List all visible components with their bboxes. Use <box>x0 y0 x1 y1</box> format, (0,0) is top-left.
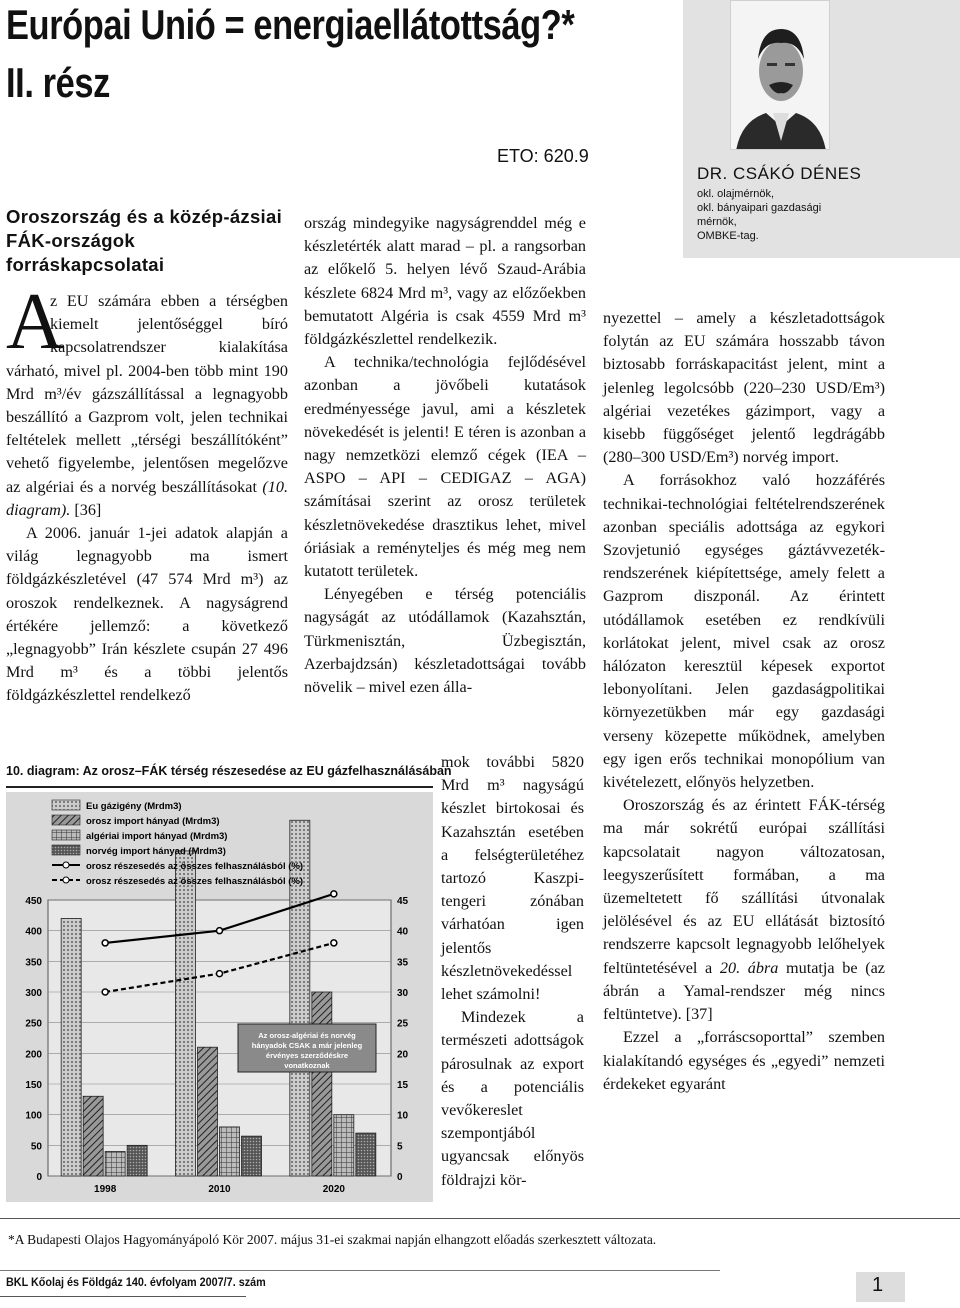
paragraph: mok további 5820 Mrd m³ nagyságú készlet birtokosai és Kazahsztán esetében a felségterületéhez tartozó Kaszpi-tengeri zónában várhatóan igen jelentős készletnövekedéssel lehet számolni! <box>441 753 584 1004</box>
paragraph: ország mindegyike nagyságrenddel még e készletérték alatt marad – pl. a rangsorban az előkelő 5. helyen lévő Szaud-Arábia készlete 6824 Mrd m³, vagy az előzőekben bemutatott Algéria is csak 4559 Mrd m³ földgázkészlettel rendelkezik. <box>304 214 586 349</box>
y-right-tick-label: 20 <box>397 1049 409 1061</box>
bar <box>127 1145 147 1176</box>
bar <box>83 1096 103 1176</box>
paragraph-text: mutatja be (az ábrán a Yamal-rendszer még nincs feltüntetve). [37] <box>603 958 885 1024</box>
legend-swatch <box>52 845 80 855</box>
text-column-2 <box>304 212 586 699</box>
figure-reference: 20. ábra <box>719 958 779 977</box>
y-right-tick-label: 5 <box>397 1141 403 1153</box>
y-left-tick-label: 200 <box>25 1049 42 1061</box>
paragraph: A technika/technológia fejlődésével azonban a jövőbeli kutatások eredményessége javul, ami a készletek növekedését is jelenti! E téren is azonban a nagy nemzetközi elemző cégek (IEA – ASPO – API – CEDIGAZ – AGA) számításai szerint az orosz területek készletnövekedése drasztikus lehet, mivel óriásiak a reményteljes és még meg nem kutatott területek. <box>304 353 586 581</box>
legend-label: orosz import hányad (Mrdm3) <box>86 816 220 827</box>
y-left-tick-label: 350 <box>25 957 42 969</box>
author-title-line: okl. olajmérnök, <box>697 188 775 200</box>
text-column-2-continued <box>441 751 584 1192</box>
paragraph: Ezzel a „forráscsoporttal” szemben kialakítandó egységes és „egyedi” nemzeti érdekeket egyaránt <box>603 1028 885 1093</box>
legend-label: Eu gázigény (Mrdm3) <box>86 801 182 812</box>
paragraph <box>603 794 885 1026</box>
journal-reference: BKL Kőolaj és Földgáz 140. évfolyam 2007/7. szám <box>6 1275 266 1289</box>
y-right-tick-label: 30 <box>397 988 409 999</box>
footnote-divider <box>0 1218 960 1219</box>
y-left-tick-label: 0 <box>36 1172 42 1183</box>
annotation-text: Az orosz-algériai és norvég hányadok CSAK a már jelenleg érvényes szerződéskre vonatkoznak <box>251 1031 363 1070</box>
x-tick-label: 2010 <box>208 1184 231 1195</box>
paragraph: A 2006. január 1-jei adatok alapján a világ legnagyobb ma ismert földgázkészletével (47 574 Mrd m³) az oroszok rendelkeznek. A nagyságrend értékére jellemző: a következő „legnagyobb” Irán készlete csupán 27 496 Mrd m³ és a többi jelentős földgázkészlettel rendelkező <box>6 524 288 705</box>
y-left-tick-label: 100 <box>25 1110 42 1122</box>
legend-marker <box>63 877 69 883</box>
legend-label: orosz részesedés az összes felhasználásból (%) <box>86 861 304 872</box>
bar <box>198 1047 218 1176</box>
x-tick-label: 1998 <box>94 1184 117 1195</box>
bar <box>105 1151 125 1176</box>
journal-underline <box>0 1296 246 1297</box>
bar <box>334 1115 354 1176</box>
legend-label: orosz részesedés az összes felhasználásból (%) <box>86 876 304 887</box>
x-tick-label: 2020 <box>322 1184 345 1195</box>
article-title-line1: Európai Unió = energiaellátottság?* <box>6 1 575 48</box>
eto-code: ETO: 620.9 <box>497 146 589 166</box>
paragraph <box>6 278 289 522</box>
paragraph-text: Oroszország és az érintett FÁK-térség ma már sokrétű európai szállítási kapcsolatait nagyon változatosan, leegyszerűsített formában, a ma üzemeltetett fő szállítási útvonalak jelölésével és az EU ellátását biztosító rendszerre kapcsolt legnagyobb lelőhelyek feltüntetésével a <box>603 796 885 977</box>
author-title-line: okl. bányaipari gazdasági <box>697 202 822 214</box>
paragraph: A forrásokhoz való hozzáférés technikai-technológiai feltételrendszerének azonban speciális adottsága az egykori Szovjetunió egységes gáztávvezeték-rendszerének kiépítettsége, amely felett a Gazprom diszponál. Az érintett utódállamok esetében ez rendkívüli korlátokat jelent, mivel csak az orosz hálózaton keresztül képesek exportot lebonyolítani. Jelen gazdaságpolitikai környezetükben már egy gazdasági verseny közepette működnek, amelyben egy igen erős technikai monopólium van kivételezett, előnyös helyzetben. <box>603 471 885 792</box>
y-right-tick-label: 10 <box>397 1110 409 1122</box>
author-title-line: mérnök, <box>697 216 737 228</box>
line-point <box>102 989 108 995</box>
line-point <box>331 891 337 897</box>
y-right-tick-label: 35 <box>397 957 409 969</box>
y-right-tick-label: 45 <box>397 896 409 907</box>
article-title-line2: II. rész <box>6 59 110 106</box>
legend-marker <box>63 862 69 868</box>
legend-swatch <box>52 830 80 840</box>
author-title <box>697 187 847 243</box>
y-left-tick-label: 300 <box>25 988 42 999</box>
diagram-caption: 10. diagram: Az orosz–FÁK térség részesedése az EU gázfelhasználásában <box>6 764 452 778</box>
bar <box>356 1133 376 1176</box>
page-number: 1 <box>872 1274 884 1296</box>
line-point <box>217 971 223 977</box>
legend-label: algériai import hányad (Mrdm3) <box>86 831 228 842</box>
bar <box>61 918 81 1176</box>
chart-frame <box>6 786 433 1204</box>
y-left-tick-label: 50 <box>30 1141 42 1153</box>
diagram-reference: (10. diagram). <box>6 477 289 519</box>
legend-swatch <box>52 800 80 810</box>
text-column-1 <box>6 278 289 708</box>
line-point <box>331 940 337 946</box>
text-column-3 <box>603 307 885 1096</box>
author-photo <box>730 0 830 150</box>
bar <box>242 1136 262 1176</box>
chart <box>6 792 433 1202</box>
bar <box>220 1127 240 1176</box>
y-left-tick-label: 150 <box>25 1080 42 1091</box>
bar <box>290 820 310 1176</box>
y-right-tick-label: 0 <box>397 1172 403 1183</box>
legend-swatch <box>52 815 80 825</box>
y-right-tick-label: 15 <box>397 1080 409 1091</box>
bar <box>176 851 196 1176</box>
paragraph: Lényegében e térség potenciális nagyságát az utódállamok (Kazahsztán, Türkmenisztán, Üzbegisztán, Azerbajdzsán) készletadottságai tovább növelik – mivel ezen álla- <box>304 585 586 697</box>
section-heading: Oroszország és a közép-ázsiai FÁK-országok forráskapcsolatai <box>6 206 283 275</box>
paragraph: Mindezek a természeti adottságok párosulnak az export és a potenciális vevőkereslet szempontjából ugyancsak előnyös földrajzi kör- <box>441 1008 584 1189</box>
author-title-line: OMBKE-tag. <box>697 230 759 242</box>
line-point <box>217 928 223 934</box>
paragraph-text: z EU számára ebben a térségben kiemelt jelentőséggel bíró kapcsolatrendszer kialakítása várható, mivel pl. 2004-ben több mint 190 Mrd m³/év gázszállítással a legnagyobb beszállító a Gazprom volt, jelen technikai feltételek mellett „térségi beszállítóként” vehető figyelembe, jelentősen megelőzve az algériai és a norvég beszállításokat <box>6 292 288 496</box>
footer-divider <box>0 1270 720 1271</box>
paragraph: nyezettel – amely a készletadottságok folytán az EU számára hosszabb távon biztosabb forráskapacitást jelent, mint a jelenleg legolcsóbb (220–230 USD/Em³) algériai vezetékes gázimport, vagy a kisebb függőséget jelentő legdrágább (280–300 USD/Em³) norvég import. <box>603 309 885 467</box>
footnote: *A Budapesti Olajos Hagyományápoló Kör 2007. május 31-ei szakmai napján elhangzott előadás szerkesztett változata. <box>8 1232 657 1247</box>
y-left-tick-label: 450 <box>25 896 42 907</box>
y-left-tick-label: 400 <box>25 926 42 938</box>
bar <box>312 992 332 1176</box>
legend-label: norvég import hányad (Mrdm3) <box>86 846 226 857</box>
line-point <box>102 940 108 946</box>
author-name: DR. CSÁKÓ DÉNES <box>697 164 862 183</box>
y-left-tick-label: 250 <box>25 1018 42 1030</box>
y-right-tick-label: 40 <box>397 926 409 938</box>
y-right-tick-label: 25 <box>397 1018 409 1030</box>
drop-cap: A <box>6 278 64 366</box>
citation: [36] <box>70 500 102 519</box>
